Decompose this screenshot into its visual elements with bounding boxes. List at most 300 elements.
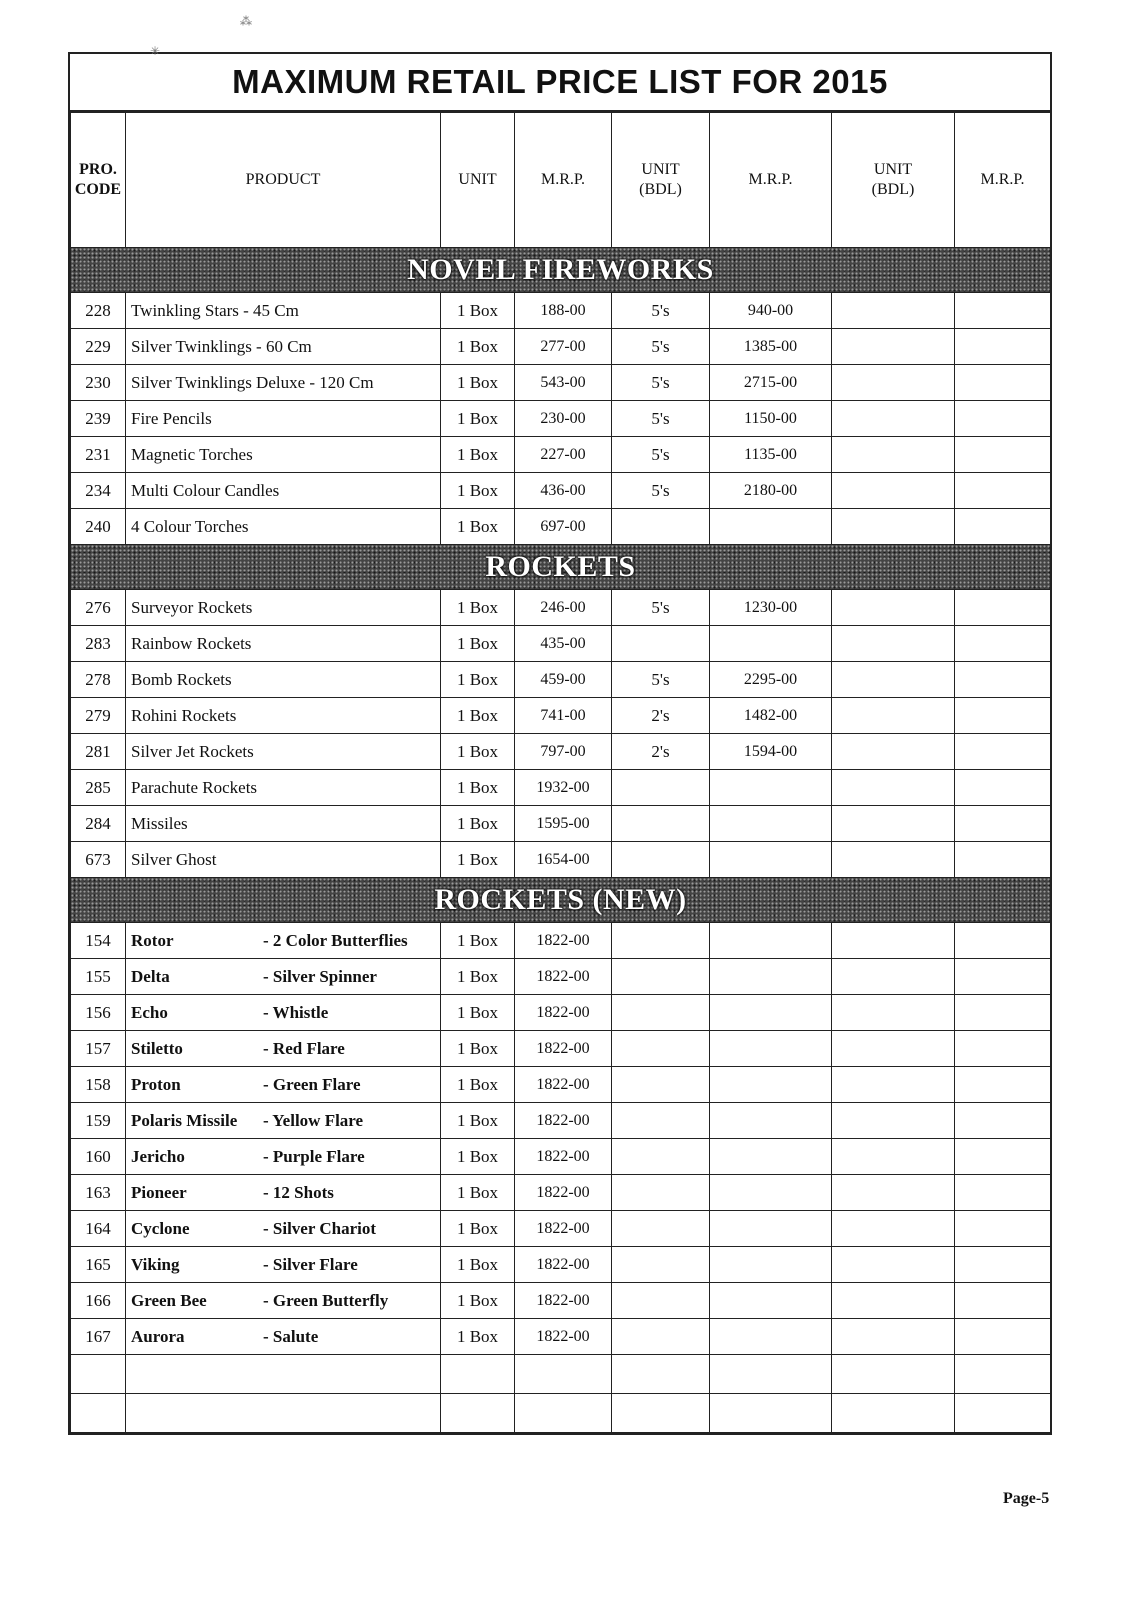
mrp-cell: 1822-00: [515, 1031, 612, 1067]
mrp-3-cell: [955, 1283, 1051, 1319]
empty-cell: [126, 1355, 441, 1394]
product-effect: - 12 Shots: [263, 1182, 334, 1202]
unit-cell: 1 Box: [441, 1211, 515, 1247]
empty-cell: [71, 1394, 126, 1433]
mrp-3-cell: [955, 1139, 1051, 1175]
table-row: [71, 329, 1051, 365]
unit-bdl-2-cell: [832, 806, 955, 842]
unit-bdl-2-cell: [832, 770, 955, 806]
unit-cell: 1 Box: [441, 626, 515, 662]
section-header: [71, 248, 1051, 293]
unit-bdl-cell: [612, 959, 710, 995]
unit-cell: 1 Box: [441, 1031, 515, 1067]
bdl-mrp-cell: 1230-00: [710, 590, 832, 626]
mrp-cell: 188-00: [515, 293, 612, 329]
table-row: [71, 365, 1051, 401]
bdl-mrp-cell: [710, 923, 832, 959]
unit-bdl-2-cell: [832, 626, 955, 662]
mrp-cell: 1822-00: [515, 959, 612, 995]
product-code: 156: [71, 995, 126, 1031]
header-unit-bdl: [612, 113, 710, 248]
page-title: MAXIMUM RETAIL PRICE LIST FOR 2015: [70, 54, 1050, 112]
product-code: 239: [71, 401, 126, 437]
mrp-cell: 1654-00: [515, 842, 612, 878]
unit-bdl-cell: [612, 1283, 710, 1319]
product-code: 154: [71, 923, 126, 959]
bdl-mrp-cell: [710, 1319, 832, 1355]
mrp-3-cell: [955, 1211, 1051, 1247]
header-unit-bdl2-line1: UNIT: [873, 161, 913, 178]
unit-bdl-2-cell: [832, 329, 955, 365]
section-title: ROCKETS: [71, 545, 1051, 590]
product-name-main: Stiletto: [131, 1038, 183, 1058]
product-code: 167: [71, 1319, 126, 1355]
mrp-3-cell: [955, 329, 1051, 365]
product-name: Fire Pencils: [126, 401, 441, 437]
product-name: [126, 1103, 441, 1139]
mrp-3-cell: [955, 1031, 1051, 1067]
bdl-mrp-cell: 1482-00: [710, 698, 832, 734]
unit-bdl-cell: [612, 995, 710, 1031]
unit-bdl-cell: [612, 1103, 710, 1139]
header-unit-bdl-2: [832, 113, 955, 248]
unit-bdl-cell: 5's: [612, 590, 710, 626]
empty-cell: [126, 1394, 441, 1433]
section-title: NOVEL FIREWORKS: [71, 248, 1051, 293]
unit-bdl-2-cell: [832, 1139, 955, 1175]
bdl-mrp-cell: [710, 1283, 832, 1319]
mrp-cell: 435-00: [515, 626, 612, 662]
product-code: 285: [71, 770, 126, 806]
mrp-cell: 459-00: [515, 662, 612, 698]
header-unit-bdl2-line2: (BDL): [871, 181, 915, 198]
bdl-mrp-cell: [710, 1139, 832, 1175]
unit-bdl-2-cell: [832, 1031, 955, 1067]
product-name-main: Delta: [131, 966, 170, 986]
unit-bdl-2-cell: [832, 995, 955, 1031]
table-row: [71, 995, 1051, 1031]
mrp-3-cell: [955, 698, 1051, 734]
bdl-mrp-cell: 1150-00: [710, 401, 832, 437]
empty-cell: [955, 1355, 1051, 1394]
header-mrp: M.R.P.: [515, 113, 612, 248]
unit-bdl-cell: [612, 509, 710, 545]
mrp-3-cell: [955, 1103, 1051, 1139]
table-row: [71, 698, 1051, 734]
product-code: 231: [71, 437, 126, 473]
empty-cell: [515, 1355, 612, 1394]
product-name: [126, 1139, 441, 1175]
table-row: [71, 1283, 1051, 1319]
unit-bdl-cell: [612, 842, 710, 878]
bdl-mrp-cell: [710, 806, 832, 842]
bdl-mrp-cell: [710, 959, 832, 995]
mrp-cell: 227-00: [515, 437, 612, 473]
price-list-sheet: [68, 52, 1052, 1435]
mrp-3-cell: [955, 1067, 1051, 1103]
bdl-mrp-cell: 1594-00: [710, 734, 832, 770]
product-code: 673: [71, 842, 126, 878]
bdl-mrp-cell: [710, 1031, 832, 1067]
unit-bdl-cell: [612, 1175, 710, 1211]
product-code: 281: [71, 734, 126, 770]
bdl-mrp-cell: [710, 1247, 832, 1283]
mrp-cell: 1822-00: [515, 1139, 612, 1175]
empty-cell: [441, 1394, 515, 1433]
bdl-mrp-cell: [710, 995, 832, 1031]
unit-cell: 1 Box: [441, 923, 515, 959]
product-name: Silver Twinklings - 60 Cm: [126, 329, 441, 365]
table-row: [71, 806, 1051, 842]
product-code: 157: [71, 1031, 126, 1067]
mrp-cell: 1595-00: [515, 806, 612, 842]
mrp-3-cell: [955, 770, 1051, 806]
table-row: [71, 1103, 1051, 1139]
product-effect: - Whistle: [263, 1002, 329, 1022]
product-name-main: Pioneer: [131, 1182, 187, 1202]
mrp-cell: 1822-00: [515, 1319, 612, 1355]
mrp-3-cell: [955, 842, 1051, 878]
unit-cell: 1 Box: [441, 806, 515, 842]
empty-cell: [710, 1355, 832, 1394]
bdl-mrp-cell: 1385-00: [710, 329, 832, 365]
product-code: 279: [71, 698, 126, 734]
unit-bdl-2-cell: [832, 1103, 955, 1139]
unit-bdl-2-cell: [832, 734, 955, 770]
product-code: 165: [71, 1247, 126, 1283]
product-effect: - Green Butterfly: [263, 1290, 389, 1310]
table-row: [71, 626, 1051, 662]
table-row: [71, 590, 1051, 626]
product-name: [126, 1067, 441, 1103]
table-row: [71, 923, 1051, 959]
header-unit-bdl-line2: (BDL): [639, 181, 682, 198]
product-name: [126, 1175, 441, 1211]
unit-cell: 1 Box: [441, 293, 515, 329]
product-code: 155: [71, 959, 126, 995]
unit-bdl-cell: 2's: [612, 734, 710, 770]
table-row: [71, 293, 1051, 329]
mrp-3-cell: [955, 590, 1051, 626]
unit-cell: 1 Box: [441, 995, 515, 1031]
product-effect: - Silver Chariot: [263, 1218, 377, 1238]
product-name-main: Aurora: [131, 1326, 185, 1346]
table-row: [71, 509, 1051, 545]
unit-cell: 1 Box: [441, 1103, 515, 1139]
product-code: 283: [71, 626, 126, 662]
product-name-main: Cyclone: [131, 1218, 190, 1238]
unit-bdl-cell: 5's: [612, 437, 710, 473]
product-name: [126, 1247, 441, 1283]
product-name: [126, 1031, 441, 1067]
table-row: [71, 1211, 1051, 1247]
product-code: 229: [71, 329, 126, 365]
product-name: Rohini Rockets: [126, 698, 441, 734]
unit-bdl-2-cell: [832, 293, 955, 329]
bdl-mrp-cell: 2715-00: [710, 365, 832, 401]
product-code: 276: [71, 590, 126, 626]
header-product: PRODUCT: [126, 113, 441, 248]
bdl-mrp-cell: 1135-00: [710, 437, 832, 473]
unit-bdl-2-cell: [832, 509, 955, 545]
unit-cell: 1 Box: [441, 1247, 515, 1283]
product-name: Multi Colour Candles: [126, 473, 441, 509]
unit-bdl-2-cell: [832, 365, 955, 401]
product-name-main: Proton: [131, 1074, 181, 1094]
product-code: 163: [71, 1175, 126, 1211]
scan-mark-icon: ✳: [150, 44, 161, 58]
product-code: 159: [71, 1103, 126, 1139]
bdl-mrp-cell: [710, 1211, 832, 1247]
empty-cell: [515, 1394, 612, 1433]
unit-bdl-cell: [612, 806, 710, 842]
unit-bdl-cell: 5's: [612, 473, 710, 509]
unit-cell: 1 Box: [441, 662, 515, 698]
empty-cell: [612, 1394, 710, 1433]
product-name: [126, 959, 441, 995]
mrp-cell: 1822-00: [515, 1103, 612, 1139]
unit-bdl-2-cell: [832, 401, 955, 437]
mrp-3-cell: [955, 401, 1051, 437]
product-name: Silver Jet Rockets: [126, 734, 441, 770]
product-name: Magnetic Torches: [126, 437, 441, 473]
empty-cell: [832, 1394, 955, 1433]
bdl-mrp-cell: 940-00: [710, 293, 832, 329]
table-row: [71, 842, 1051, 878]
section-title: ROCKETS (NEW): [71, 878, 1051, 923]
product-name-main: Jericho: [131, 1146, 185, 1166]
unit-bdl-2-cell: [832, 1067, 955, 1103]
mrp-3-cell: [955, 734, 1051, 770]
mrp-cell: 436-00: [515, 473, 612, 509]
empty-cell: [955, 1394, 1051, 1433]
product-name: Silver Ghost: [126, 842, 441, 878]
section-header: [71, 878, 1051, 923]
table-row: [71, 437, 1051, 473]
empty-cell: [710, 1394, 832, 1433]
unit-cell: 1 Box: [441, 698, 515, 734]
product-name-main: Viking: [131, 1254, 180, 1274]
price-table: [70, 112, 1051, 1433]
product-code: 240: [71, 509, 126, 545]
product-name-main: Green Bee: [131, 1290, 207, 1310]
empty-cell: [71, 1355, 126, 1394]
unit-cell: 1 Box: [441, 1283, 515, 1319]
unit-bdl-2-cell: [832, 1319, 955, 1355]
product-name: 4 Colour Torches: [126, 509, 441, 545]
product-name: [126, 995, 441, 1031]
table-row: [71, 1175, 1051, 1211]
product-name: Missiles: [126, 806, 441, 842]
mrp-3-cell: [955, 923, 1051, 959]
section-header: [71, 545, 1051, 590]
product-name: Bomb Rockets: [126, 662, 441, 698]
product-name: [126, 1211, 441, 1247]
table-row: [71, 734, 1051, 770]
bdl-mrp-cell: [710, 626, 832, 662]
unit-bdl-cell: [612, 1139, 710, 1175]
product-name: [126, 1319, 441, 1355]
unit-bdl-2-cell: [832, 1247, 955, 1283]
header-unit: UNIT: [441, 113, 515, 248]
unit-bdl-cell: [612, 1247, 710, 1283]
mrp-cell: 230-00: [515, 401, 612, 437]
unit-bdl-2-cell: [832, 923, 955, 959]
unit-bdl-cell: 5's: [612, 401, 710, 437]
product-name: Twinkling Stars - 45 Cm: [126, 293, 441, 329]
unit-cell: 1 Box: [441, 437, 515, 473]
unit-cell: 1 Box: [441, 329, 515, 365]
table-row: [71, 1247, 1051, 1283]
product-effect: - Silver Flare: [263, 1254, 358, 1274]
mrp-3-cell: [955, 473, 1051, 509]
unit-cell: 1 Box: [441, 770, 515, 806]
mrp-cell: 741-00: [515, 698, 612, 734]
unit-bdl-2-cell: [832, 842, 955, 878]
unit-bdl-cell: [612, 1211, 710, 1247]
blank-row: [71, 1355, 1051, 1394]
mrp-3-cell: [955, 995, 1051, 1031]
empty-cell: [441, 1355, 515, 1394]
mrp-cell: 277-00: [515, 329, 612, 365]
table-body: [71, 248, 1051, 1433]
mrp-cell: 1822-00: [515, 1247, 612, 1283]
table-row: [71, 1319, 1051, 1355]
product-effect: - Purple Flare: [263, 1146, 365, 1166]
mrp-3-cell: [955, 437, 1051, 473]
unit-bdl-2-cell: [832, 662, 955, 698]
bdl-mrp-cell: [710, 509, 832, 545]
mrp-cell: 1822-00: [515, 995, 612, 1031]
bdl-mrp-cell: [710, 1103, 832, 1139]
mrp-cell: 1822-00: [515, 1211, 612, 1247]
mrp-cell: 1822-00: [515, 923, 612, 959]
unit-bdl-cell: [612, 1319, 710, 1355]
product-code: 234: [71, 473, 126, 509]
unit-cell: 1 Box: [441, 1319, 515, 1355]
mrp-cell: 1822-00: [515, 1067, 612, 1103]
product-effect: - Green Flare: [263, 1074, 361, 1094]
product-name: Rainbow Rockets: [126, 626, 441, 662]
unit-bdl-2-cell: [832, 590, 955, 626]
product-name-main: Rotor: [131, 930, 174, 950]
mrp-3-cell: [955, 1175, 1051, 1211]
header-mrp-3: M.R.P.: [955, 113, 1051, 248]
mrp-cell: 797-00: [515, 734, 612, 770]
product-code: 160: [71, 1139, 126, 1175]
mrp-cell: 1932-00: [515, 770, 612, 806]
product-code: 228: [71, 293, 126, 329]
product-name-main: Echo: [131, 1002, 168, 1022]
unit-bdl-cell: 5's: [612, 662, 710, 698]
unit-cell: 1 Box: [441, 1175, 515, 1211]
unit-bdl-cell: [612, 770, 710, 806]
unit-cell: 1 Box: [441, 1067, 515, 1103]
product-effect: - Yellow Flare: [263, 1110, 364, 1130]
mrp-3-cell: [955, 293, 1051, 329]
empty-cell: [612, 1355, 710, 1394]
unit-cell: 1 Box: [441, 401, 515, 437]
bdl-mrp-cell: [710, 842, 832, 878]
mrp-3-cell: [955, 626, 1051, 662]
product-code: 284: [71, 806, 126, 842]
product-effect: - Red Flare: [263, 1038, 345, 1058]
unit-bdl-2-cell: [832, 437, 955, 473]
unit-bdl-2-cell: [832, 698, 955, 734]
blank-row: [71, 1394, 1051, 1433]
mrp-3-cell: [955, 959, 1051, 995]
bdl-mrp-cell: [710, 1067, 832, 1103]
empty-cell: [832, 1355, 955, 1394]
bdl-mrp-cell: [710, 770, 832, 806]
unit-bdl-2-cell: [832, 1283, 955, 1319]
mrp-cell: 1822-00: [515, 1283, 612, 1319]
mrp-3-cell: [955, 1319, 1051, 1355]
product-effect: - 2 Color Butterflies: [263, 930, 408, 950]
unit-bdl-2-cell: [832, 473, 955, 509]
mrp-cell: 1822-00: [515, 1175, 612, 1211]
unit-cell: 1 Box: [441, 509, 515, 545]
table-row: [71, 770, 1051, 806]
unit-cell: 1 Box: [441, 1139, 515, 1175]
unit-cell: 1 Box: [441, 365, 515, 401]
product-code: 278: [71, 662, 126, 698]
mrp-3-cell: [955, 1247, 1051, 1283]
header-pro-code: [71, 113, 126, 248]
unit-bdl-cell: [612, 923, 710, 959]
bdl-mrp-cell: [710, 1175, 832, 1211]
bdl-mrp-cell: 2295-00: [710, 662, 832, 698]
unit-bdl-cell: [612, 626, 710, 662]
product-name-main: Polaris Missile: [131, 1110, 238, 1130]
bdl-mrp-cell: 2180-00: [710, 473, 832, 509]
product-code: 158: [71, 1067, 126, 1103]
table-row: [71, 1067, 1051, 1103]
table-row: [71, 1031, 1051, 1067]
product-name: Surveyor Rockets: [126, 590, 441, 626]
header-unit-bdl-line1: UNIT: [641, 161, 680, 178]
mrp-3-cell: [955, 509, 1051, 545]
mrp-3-cell: [955, 365, 1051, 401]
unit-bdl-cell: [612, 1031, 710, 1067]
scan-mark-icon: ⁂: [240, 14, 252, 28]
product-name: Parachute Rockets: [126, 770, 441, 806]
table-row: [71, 473, 1051, 509]
unit-bdl-cell: 5's: [612, 365, 710, 401]
unit-bdl-2-cell: [832, 1175, 955, 1211]
product-code: 164: [71, 1211, 126, 1247]
table-row: [71, 1139, 1051, 1175]
mrp-cell: 543-00: [515, 365, 612, 401]
product-name: [126, 923, 441, 959]
table-row: [71, 662, 1051, 698]
header-code-line2: CODE: [74, 181, 122, 198]
product-code: 230: [71, 365, 126, 401]
product-name: Silver Twinklings Deluxe - 120 Cm: [126, 365, 441, 401]
header-code-line1: PRO.: [79, 161, 117, 178]
header-row: [71, 113, 1051, 248]
product-effect: - Salute: [263, 1326, 319, 1346]
mrp-3-cell: [955, 662, 1051, 698]
unit-bdl-cell: [612, 1067, 710, 1103]
mrp-cell: 697-00: [515, 509, 612, 545]
page-number: Page-5: [1003, 1490, 1050, 1507]
table-row: [71, 401, 1051, 437]
unit-bdl-2-cell: [832, 1211, 955, 1247]
mrp-3-cell: [955, 806, 1051, 842]
product-code: 166: [71, 1283, 126, 1319]
unit-bdl-2-cell: [832, 959, 955, 995]
